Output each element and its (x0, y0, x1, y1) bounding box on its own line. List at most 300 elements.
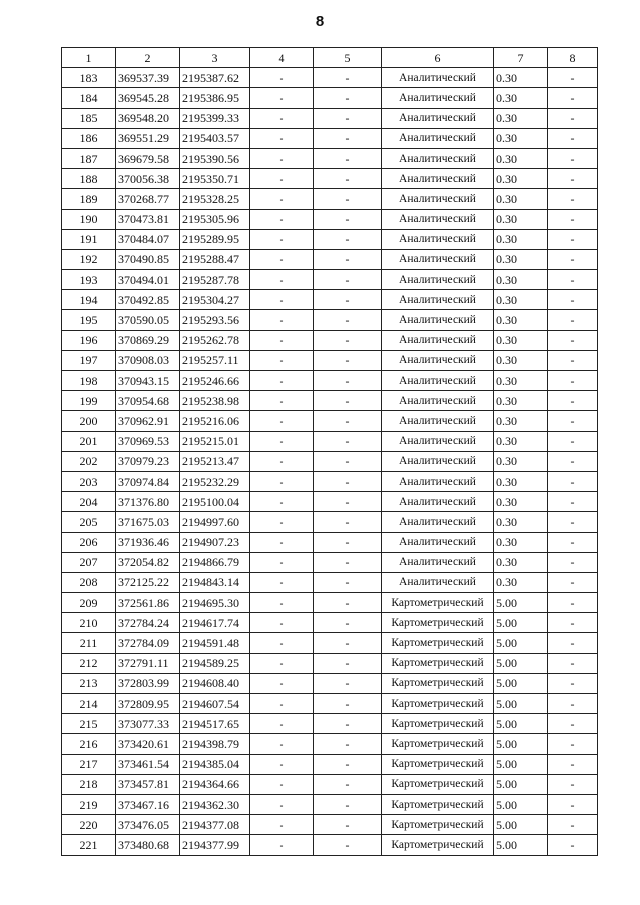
method-cell: Картометрический (382, 794, 494, 814)
y-coordinate-cell: 2195238.98 (180, 391, 250, 411)
column-5-cell: - (314, 310, 382, 330)
table-row (62, 734, 598, 754)
accuracy-cell: 0.30 (494, 431, 548, 451)
column-4-cell: - (250, 68, 314, 88)
method-cell: Аналитический (382, 572, 494, 592)
column-5-cell: - (314, 88, 382, 108)
column-5-cell: - (314, 270, 382, 290)
column-5-cell: - (314, 431, 382, 451)
column-8-cell: - (548, 371, 598, 391)
method-cell: Аналитический (382, 108, 494, 128)
x-coordinate-cell: 370056.38 (116, 169, 180, 189)
column-header: 6 (382, 48, 494, 68)
column-5-cell: - (314, 249, 382, 269)
accuracy-cell: 5.00 (494, 734, 548, 754)
method-cell: Аналитический (382, 471, 494, 491)
point-number-cell: 200 (62, 411, 116, 431)
y-coordinate-cell: 2195213.47 (180, 451, 250, 471)
method-cell: Аналитический (382, 68, 494, 88)
column-8-cell: - (548, 815, 598, 835)
table-row (62, 512, 598, 532)
column-5-cell: - (314, 148, 382, 168)
column-8-cell: - (548, 209, 598, 229)
method-cell: Аналитический (382, 148, 494, 168)
table-row (62, 391, 598, 411)
column-8-cell: - (548, 391, 598, 411)
column-5-cell: - (314, 552, 382, 572)
column-8-cell: - (548, 512, 598, 532)
method-cell: Картометрический (382, 694, 494, 714)
y-coordinate-cell: 2195350.71 (180, 169, 250, 189)
column-8-cell: - (548, 774, 598, 794)
point-number-cell: 207 (62, 552, 116, 572)
method-cell: Аналитический (382, 492, 494, 512)
x-coordinate-cell: 370484.07 (116, 229, 180, 249)
column-8-cell: - (548, 88, 598, 108)
y-coordinate-cell: 2195386.95 (180, 88, 250, 108)
y-coordinate-cell: 2195293.56 (180, 310, 250, 330)
column-4-cell: - (250, 633, 314, 653)
column-8-cell: - (548, 128, 598, 148)
point-number-cell: 184 (62, 88, 116, 108)
column-4-cell: - (250, 290, 314, 310)
column-5-cell: - (314, 673, 382, 693)
table-row (62, 471, 598, 491)
y-coordinate-cell: 2194997.60 (180, 512, 250, 532)
y-coordinate-cell: 2194362.30 (180, 794, 250, 814)
table-row (62, 532, 598, 552)
accuracy-cell: 0.30 (494, 169, 548, 189)
accuracy-cell: 5.00 (494, 673, 548, 693)
accuracy-cell: 0.30 (494, 471, 548, 491)
column-8-cell: - (548, 229, 598, 249)
accuracy-cell: 0.30 (494, 572, 548, 592)
point-number-cell: 202 (62, 451, 116, 471)
method-cell: Аналитический (382, 411, 494, 431)
accuracy-cell: 5.00 (494, 653, 548, 673)
y-coordinate-cell: 2195232.29 (180, 471, 250, 491)
x-coordinate-cell: 372054.82 (116, 552, 180, 572)
accuracy-cell: 0.30 (494, 512, 548, 532)
column-8-cell: - (548, 613, 598, 633)
accuracy-cell: 0.30 (494, 451, 548, 471)
point-number-cell: 194 (62, 290, 116, 310)
column-8-cell: - (548, 835, 598, 855)
y-coordinate-cell: 2194364.66 (180, 774, 250, 794)
column-4-cell: - (250, 815, 314, 835)
x-coordinate-cell: 372125.22 (116, 572, 180, 592)
accuracy-cell: 0.30 (494, 88, 548, 108)
y-coordinate-cell: 2194607.54 (180, 694, 250, 714)
column-8-cell: - (548, 310, 598, 330)
column-5-cell: - (314, 451, 382, 471)
table-row (62, 552, 598, 572)
accuracy-cell: 0.30 (494, 68, 548, 88)
table-body (62, 68, 598, 855)
column-4-cell: - (250, 270, 314, 290)
accuracy-cell: 0.30 (494, 492, 548, 512)
table-row (62, 653, 598, 673)
y-coordinate-cell: 2195262.78 (180, 330, 250, 350)
x-coordinate-cell: 370962.91 (116, 411, 180, 431)
column-4-cell: - (250, 391, 314, 411)
accuracy-cell: 0.30 (494, 371, 548, 391)
column-8-cell: - (548, 532, 598, 552)
column-8-cell: - (548, 270, 598, 290)
column-4-cell: - (250, 108, 314, 128)
column-8-cell: - (548, 694, 598, 714)
point-number-cell: 191 (62, 229, 116, 249)
y-coordinate-cell: 2195289.95 (180, 229, 250, 249)
column-8-cell: - (548, 108, 598, 128)
method-cell: Картометрический (382, 633, 494, 653)
accuracy-cell: 0.30 (494, 148, 548, 168)
column-5-cell: - (314, 653, 382, 673)
column-header: 7 (494, 48, 548, 68)
y-coordinate-cell: 2195387.62 (180, 68, 250, 88)
y-coordinate-cell: 2195257.11 (180, 350, 250, 370)
method-cell: Аналитический (382, 169, 494, 189)
column-header: 5 (314, 48, 382, 68)
y-coordinate-cell: 2194591.48 (180, 633, 250, 653)
column-4-cell: - (250, 613, 314, 633)
column-5-cell: - (314, 290, 382, 310)
method-cell: Аналитический (382, 552, 494, 572)
y-coordinate-cell: 2195216.06 (180, 411, 250, 431)
x-coordinate-cell: 372784.09 (116, 633, 180, 653)
accuracy-cell: 0.30 (494, 411, 548, 431)
point-number-cell: 189 (62, 189, 116, 209)
method-cell: Аналитический (382, 330, 494, 350)
x-coordinate-cell: 370954.68 (116, 391, 180, 411)
method-cell: Картометрический (382, 593, 494, 613)
column-8-cell: - (548, 290, 598, 310)
y-coordinate-cell: 2195305.96 (180, 209, 250, 229)
point-number-cell: 187 (62, 148, 116, 168)
column-8-cell: - (548, 593, 598, 613)
point-number-cell: 205 (62, 512, 116, 532)
table-row (62, 794, 598, 814)
table-row (62, 431, 598, 451)
point-number-cell: 220 (62, 815, 116, 835)
method-cell: Аналитический (382, 128, 494, 148)
table-row (62, 290, 598, 310)
accuracy-cell: 0.30 (494, 189, 548, 209)
accuracy-cell: 0.30 (494, 128, 548, 148)
column-5-cell: - (314, 734, 382, 754)
point-number-cell: 203 (62, 471, 116, 491)
column-5-cell: - (314, 532, 382, 552)
method-cell: Аналитический (382, 371, 494, 391)
y-coordinate-cell: 2195328.25 (180, 189, 250, 209)
column-4-cell: - (250, 350, 314, 370)
x-coordinate-cell: 370590.05 (116, 310, 180, 330)
table-row (62, 270, 598, 290)
x-coordinate-cell: 372561.86 (116, 593, 180, 613)
method-cell: Аналитический (382, 512, 494, 532)
column-header: 8 (548, 48, 598, 68)
column-4-cell: - (250, 492, 314, 512)
column-5-cell: - (314, 774, 382, 794)
table-row (62, 815, 598, 835)
x-coordinate-cell: 370908.03 (116, 350, 180, 370)
table-row (62, 169, 598, 189)
x-coordinate-cell: 373467.16 (116, 794, 180, 814)
method-cell: Картометрический (382, 835, 494, 855)
column-5-cell: - (314, 108, 382, 128)
table-row (62, 189, 598, 209)
method-cell: Картометрический (382, 754, 494, 774)
table-row (62, 633, 598, 653)
point-number-cell: 183 (62, 68, 116, 88)
point-number-cell: 190 (62, 209, 116, 229)
method-cell: Аналитический (382, 451, 494, 471)
method-cell: Аналитический (382, 229, 494, 249)
x-coordinate-cell: 373420.61 (116, 734, 180, 754)
point-number-cell: 215 (62, 714, 116, 734)
column-4-cell: - (250, 209, 314, 229)
column-5-cell: - (314, 492, 382, 512)
method-cell: Аналитический (382, 431, 494, 451)
accuracy-cell: 5.00 (494, 694, 548, 714)
column-8-cell: - (548, 350, 598, 370)
point-number-cell: 213 (62, 673, 116, 693)
column-5-cell: - (314, 754, 382, 774)
x-coordinate-cell: 373461.54 (116, 754, 180, 774)
table-row (62, 330, 598, 350)
accuracy-cell: 5.00 (494, 754, 548, 774)
table-row (62, 350, 598, 370)
method-cell: Картометрический (382, 673, 494, 693)
column-4-cell: - (250, 572, 314, 592)
y-coordinate-cell: 2194517.65 (180, 714, 250, 734)
table-row (62, 714, 598, 734)
y-coordinate-cell: 2194377.99 (180, 835, 250, 855)
accuracy-cell: 5.00 (494, 593, 548, 613)
method-cell: Аналитический (382, 532, 494, 552)
column-5-cell: - (314, 350, 382, 370)
point-number-cell: 186 (62, 128, 116, 148)
table-row (62, 148, 598, 168)
x-coordinate-cell: 371675.03 (116, 512, 180, 532)
table-row (62, 229, 598, 249)
accuracy-cell: 0.30 (494, 330, 548, 350)
point-number-cell: 185 (62, 108, 116, 128)
column-5-cell: - (314, 189, 382, 209)
point-number-cell: 198 (62, 371, 116, 391)
y-coordinate-cell: 2194617.74 (180, 613, 250, 633)
x-coordinate-cell: 373457.81 (116, 774, 180, 794)
point-number-cell: 193 (62, 270, 116, 290)
column-4-cell: - (250, 552, 314, 572)
y-coordinate-cell: 2195304.27 (180, 290, 250, 310)
point-number-cell: 212 (62, 653, 116, 673)
table-row (62, 451, 598, 471)
x-coordinate-cell: 370268.77 (116, 189, 180, 209)
accuracy-cell: 5.00 (494, 613, 548, 633)
column-4-cell: - (250, 189, 314, 209)
column-8-cell: - (548, 189, 598, 209)
column-8-cell: - (548, 633, 598, 653)
x-coordinate-cell: 371376.80 (116, 492, 180, 512)
column-5-cell: - (314, 694, 382, 714)
x-coordinate-cell: 369545.28 (116, 88, 180, 108)
column-4-cell: - (250, 128, 314, 148)
accuracy-cell: 5.00 (494, 633, 548, 653)
column-4-cell: - (250, 451, 314, 471)
accuracy-cell: 0.30 (494, 552, 548, 572)
point-number-cell: 219 (62, 794, 116, 814)
column-5-cell: - (314, 411, 382, 431)
point-number-cell: 206 (62, 532, 116, 552)
accuracy-cell: 0.30 (494, 108, 548, 128)
column-4-cell: - (250, 431, 314, 451)
y-coordinate-cell: 2194385.04 (180, 754, 250, 774)
y-coordinate-cell: 2194398.79 (180, 734, 250, 754)
y-coordinate-cell: 2195215.01 (180, 431, 250, 451)
point-number-cell: 217 (62, 754, 116, 774)
column-header: 3 (180, 48, 250, 68)
column-5-cell: - (314, 229, 382, 249)
accuracy-cell: 5.00 (494, 794, 548, 814)
table-row (62, 572, 598, 592)
column-5-cell: - (314, 835, 382, 855)
table-row (62, 673, 598, 693)
accuracy-cell: 0.30 (494, 209, 548, 229)
column-4-cell: - (250, 532, 314, 552)
column-5-cell: - (314, 371, 382, 391)
point-number-cell: 196 (62, 330, 116, 350)
point-number-cell: 210 (62, 613, 116, 633)
column-8-cell: - (548, 169, 598, 189)
point-number-cell: 209 (62, 593, 116, 613)
column-8-cell: - (548, 714, 598, 734)
column-4-cell: - (250, 835, 314, 855)
column-4-cell: - (250, 512, 314, 532)
point-number-cell: 218 (62, 774, 116, 794)
point-number-cell: 188 (62, 169, 116, 189)
accuracy-cell: 0.30 (494, 290, 548, 310)
point-number-cell: 197 (62, 350, 116, 370)
y-coordinate-cell: 2194608.40 (180, 673, 250, 693)
column-8-cell: - (548, 471, 598, 491)
column-8-cell: - (548, 552, 598, 572)
method-cell: Аналитический (382, 310, 494, 330)
column-8-cell: - (548, 794, 598, 814)
x-coordinate-cell: 369548.20 (116, 108, 180, 128)
point-number-cell: 199 (62, 391, 116, 411)
accuracy-cell: 5.00 (494, 774, 548, 794)
accuracy-cell: 0.30 (494, 270, 548, 290)
x-coordinate-cell: 370492.85 (116, 290, 180, 310)
column-4-cell: - (250, 794, 314, 814)
column-4-cell: - (250, 411, 314, 431)
column-header: 2 (116, 48, 180, 68)
column-8-cell: - (548, 572, 598, 592)
table-row (62, 593, 598, 613)
column-8-cell: - (548, 431, 598, 451)
column-4-cell: - (250, 471, 314, 491)
column-5-cell: - (314, 330, 382, 350)
accuracy-cell: 5.00 (494, 835, 548, 855)
method-cell: Аналитический (382, 391, 494, 411)
column-4-cell: - (250, 673, 314, 693)
y-coordinate-cell: 2195399.33 (180, 108, 250, 128)
x-coordinate-cell: 370974.84 (116, 471, 180, 491)
column-4-cell: - (250, 169, 314, 189)
y-coordinate-cell: 2195287.78 (180, 270, 250, 290)
x-coordinate-cell: 370969.53 (116, 431, 180, 451)
x-coordinate-cell: 370490.85 (116, 249, 180, 269)
accuracy-cell: 0.30 (494, 350, 548, 370)
method-cell: Картометрический (382, 774, 494, 794)
column-4-cell: - (250, 249, 314, 269)
method-cell: Картометрический (382, 734, 494, 754)
x-coordinate-cell: 370473.81 (116, 209, 180, 229)
column-8-cell: - (548, 673, 598, 693)
table-row (62, 371, 598, 391)
column-4-cell: - (250, 371, 314, 391)
x-coordinate-cell: 371936.46 (116, 532, 180, 552)
column-8-cell: - (548, 734, 598, 754)
table-row (62, 835, 598, 855)
x-coordinate-cell: 370943.15 (116, 371, 180, 391)
point-number-cell: 204 (62, 492, 116, 512)
x-coordinate-cell: 373476.05 (116, 815, 180, 835)
column-8-cell: - (548, 249, 598, 269)
page-number: 8 (315, 13, 325, 30)
column-8-cell: - (548, 754, 598, 774)
column-5-cell: - (314, 128, 382, 148)
table-row (62, 108, 598, 128)
column-4-cell: - (250, 88, 314, 108)
x-coordinate-cell: 370869.29 (116, 330, 180, 350)
y-coordinate-cell: 2195100.04 (180, 492, 250, 512)
x-coordinate-cell: 372791.11 (116, 653, 180, 673)
table-row (62, 88, 598, 108)
table-row (62, 209, 598, 229)
point-number-cell: 195 (62, 310, 116, 330)
column-8-cell: - (548, 492, 598, 512)
accuracy-cell: 0.30 (494, 391, 548, 411)
y-coordinate-cell: 2194377.08 (180, 815, 250, 835)
x-coordinate-cell: 372784.24 (116, 613, 180, 633)
column-8-cell: - (548, 148, 598, 168)
y-coordinate-cell: 2195246.66 (180, 371, 250, 391)
method-cell: Картометрический (382, 653, 494, 673)
coordinates-table (61, 47, 598, 856)
x-coordinate-cell: 373480.68 (116, 835, 180, 855)
column-4-cell: - (250, 754, 314, 774)
table-row (62, 754, 598, 774)
column-5-cell: - (314, 613, 382, 633)
x-coordinate-cell: 372803.99 (116, 673, 180, 693)
point-number-cell: 216 (62, 734, 116, 754)
column-8-cell: - (548, 411, 598, 431)
x-coordinate-cell: 369537.39 (116, 68, 180, 88)
point-number-cell: 208 (62, 572, 116, 592)
column-4-cell: - (250, 330, 314, 350)
column-5-cell: - (314, 169, 382, 189)
table-row (62, 492, 598, 512)
column-4-cell: - (250, 148, 314, 168)
point-number-cell: 221 (62, 835, 116, 855)
y-coordinate-cell: 2195288.47 (180, 249, 250, 269)
column-4-cell: - (250, 734, 314, 754)
table-row (62, 310, 598, 330)
column-5-cell: - (314, 794, 382, 814)
method-cell: Аналитический (382, 189, 494, 209)
